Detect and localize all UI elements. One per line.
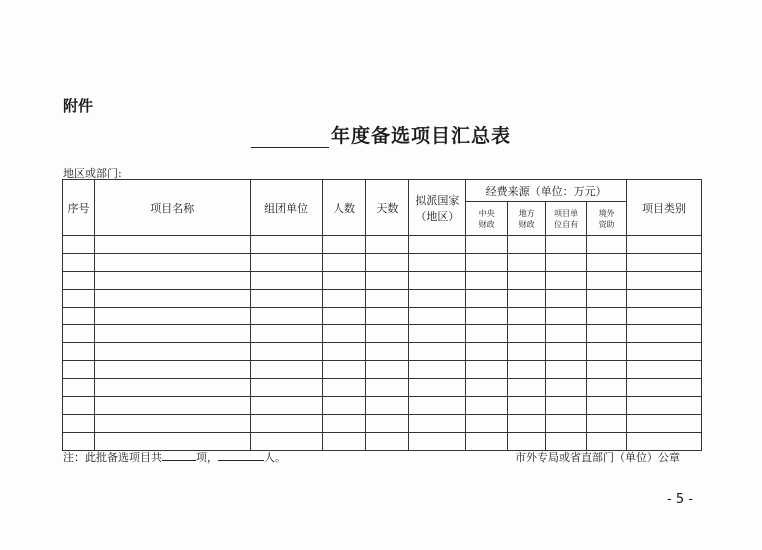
table-cell [94,307,250,325]
table-cell [546,325,587,343]
table-cell [366,361,409,379]
header-category: 项目类别 [627,180,702,236]
table-cell [627,432,702,450]
table-cell [250,397,322,415]
table-cell [250,361,322,379]
table-cell [587,236,627,254]
note-suffix: 人。 [264,451,286,464]
table-cell [63,397,95,415]
table-row [63,236,702,254]
table-cell [94,397,250,415]
table-cell [587,432,627,450]
footer-note [63,449,286,465]
summary-table [62,179,702,451]
header-funding-foreign [587,202,627,236]
table-cell [63,432,95,450]
table-cell [546,271,587,289]
table-cell [627,397,702,415]
table-cell [587,271,627,289]
table-cell [250,343,322,361]
header-funding-own [546,202,587,236]
table-cell [366,271,409,289]
table-cell [466,253,508,271]
table-cell [322,307,366,325]
table-cell [587,253,627,271]
funding-sub-line1: 项目单 [554,208,579,218]
table-cell [508,307,546,325]
table-cell [94,379,250,397]
table-cell [322,271,366,289]
table-cell [466,343,508,361]
table-cell [366,343,409,361]
table-cell [409,325,466,343]
table-cell [466,379,508,397]
table-cell [63,379,95,397]
table-cell [63,414,95,432]
table-cell [508,325,546,343]
attachment-label: 附件 [63,97,94,115]
table-cell [366,325,409,343]
funding-sub-line1: 地方 [518,208,535,218]
header-project-name: 项目名称 [94,180,250,236]
header-org-unit: 组团单位 [250,180,322,236]
table-cell [546,343,587,361]
header-days: 天数 [366,180,409,236]
table-cell [366,397,409,415]
table-cell [94,343,250,361]
table-cell [546,432,587,450]
title-block [0,121,762,148]
table-cell [587,397,627,415]
funding-sub-line2: 位自有 [554,219,579,229]
table-row [63,325,702,343]
table-row [63,397,702,415]
table-cell [63,343,95,361]
header-country-line1: 拟派国家 [415,193,460,207]
table-cell [63,325,95,343]
table-cell [546,361,587,379]
table-cell [322,397,366,415]
year-blank-line [251,127,329,148]
table-cell [546,397,587,415]
table-body [63,236,702,451]
header-country-line2: （地区） [415,209,460,223]
table-cell [250,325,322,343]
table-cell [322,414,366,432]
table-cell [587,361,627,379]
table-cell [94,253,250,271]
table-cell [94,414,250,432]
table-cell [94,236,250,254]
table-cell [466,307,508,325]
page-title: 年度备选项目汇总表 [330,125,511,147]
table-cell [366,236,409,254]
header-funding-local [508,202,546,236]
table-cell [94,432,250,450]
table-cell [322,253,366,271]
page-number: - 5 - [667,492,693,507]
header-funding-group: 经费来源（单位：万元） [466,180,627,202]
table-cell [366,289,409,307]
table-cell [409,361,466,379]
table-cell [409,379,466,397]
table-cell [546,379,587,397]
table-cell [627,343,702,361]
funding-sub-line2: 财政 [478,219,495,229]
table-cell [508,432,546,450]
table-cell [63,361,95,379]
table-cell [466,414,508,432]
table-cell [409,414,466,432]
table-cell [409,289,466,307]
table-cell [466,271,508,289]
table-cell [627,236,702,254]
table-cell [409,307,466,325]
table-cell [409,253,466,271]
table-cell [466,432,508,450]
seal-label: 市外专局或省直部门（单位）公章 [515,451,680,464]
table-cell [322,379,366,397]
table-cell [250,414,322,432]
header-funding-central [466,202,508,236]
funding-sub-line2: 资助 [598,219,615,229]
project-count-blank [162,449,196,461]
funding-sub-line2: 财政 [518,219,535,229]
table-cell [546,236,587,254]
header-seq: 序号 [63,180,95,236]
header-country [409,180,466,236]
table-cell [627,414,702,432]
table-row [63,414,702,432]
table-cell [63,271,95,289]
table-cell [366,253,409,271]
table-cell [322,432,366,450]
funding-sub-line1: 境外 [598,208,615,218]
table-cell [627,307,702,325]
table-cell [366,414,409,432]
table-cell [546,414,587,432]
table-cell [63,236,95,254]
table-cell [587,289,627,307]
table-cell [508,379,546,397]
table-cell [508,343,546,361]
table-cell [627,289,702,307]
table-cell [466,289,508,307]
note-prefix: 注：此批备选项目共 [63,451,162,464]
table-cell [409,236,466,254]
table-cell [250,271,322,289]
table-row [63,307,702,325]
table-cell [322,289,366,307]
table-cell [94,325,250,343]
table-cell [466,236,508,254]
table-cell [508,271,546,289]
table-cell [94,361,250,379]
table-cell [508,289,546,307]
table-cell [587,379,627,397]
table-cell [366,432,409,450]
table-cell [94,271,250,289]
table-cell [63,253,95,271]
table-cell [508,414,546,432]
table-cell [587,343,627,361]
table-cell [508,361,546,379]
note-mid: 项， [196,451,218,464]
people-count-blank [218,449,264,461]
table-cell [409,271,466,289]
table-cell [466,361,508,379]
table-cell [250,307,322,325]
table-row [63,289,702,307]
table-cell [546,289,587,307]
table-row [63,379,702,397]
table-cell [627,361,702,379]
table-cell [508,397,546,415]
table-cell [250,253,322,271]
table-cell [322,361,366,379]
region-label: 地区或部门: [63,167,122,180]
table-cell [250,236,322,254]
table-cell [466,325,508,343]
table-row [63,271,702,289]
table-cell [250,289,322,307]
table-cell [409,432,466,450]
table-cell [366,379,409,397]
table-cell [587,307,627,325]
table-row [63,432,702,450]
table-cell [546,307,587,325]
table-cell [94,289,250,307]
table-cell [546,253,587,271]
table-cell [63,307,95,325]
table-cell [409,397,466,415]
table-cell [508,236,546,254]
table-cell [627,379,702,397]
table-row [63,343,702,361]
table-cell [322,325,366,343]
table-row [63,361,702,379]
table-row [63,253,702,271]
table-cell [627,325,702,343]
funding-sub-line1: 中央 [478,208,495,218]
table-cell [366,307,409,325]
table-cell [587,325,627,343]
table-cell [322,343,366,361]
table-cell [250,379,322,397]
table-cell [627,271,702,289]
table-cell [627,253,702,271]
table-cell [250,432,322,450]
table-cell [508,253,546,271]
table-cell [466,397,508,415]
table-cell [587,414,627,432]
table-cell [322,236,366,254]
table-cell [409,343,466,361]
table-cell [63,289,95,307]
header-people: 人数 [322,180,366,236]
